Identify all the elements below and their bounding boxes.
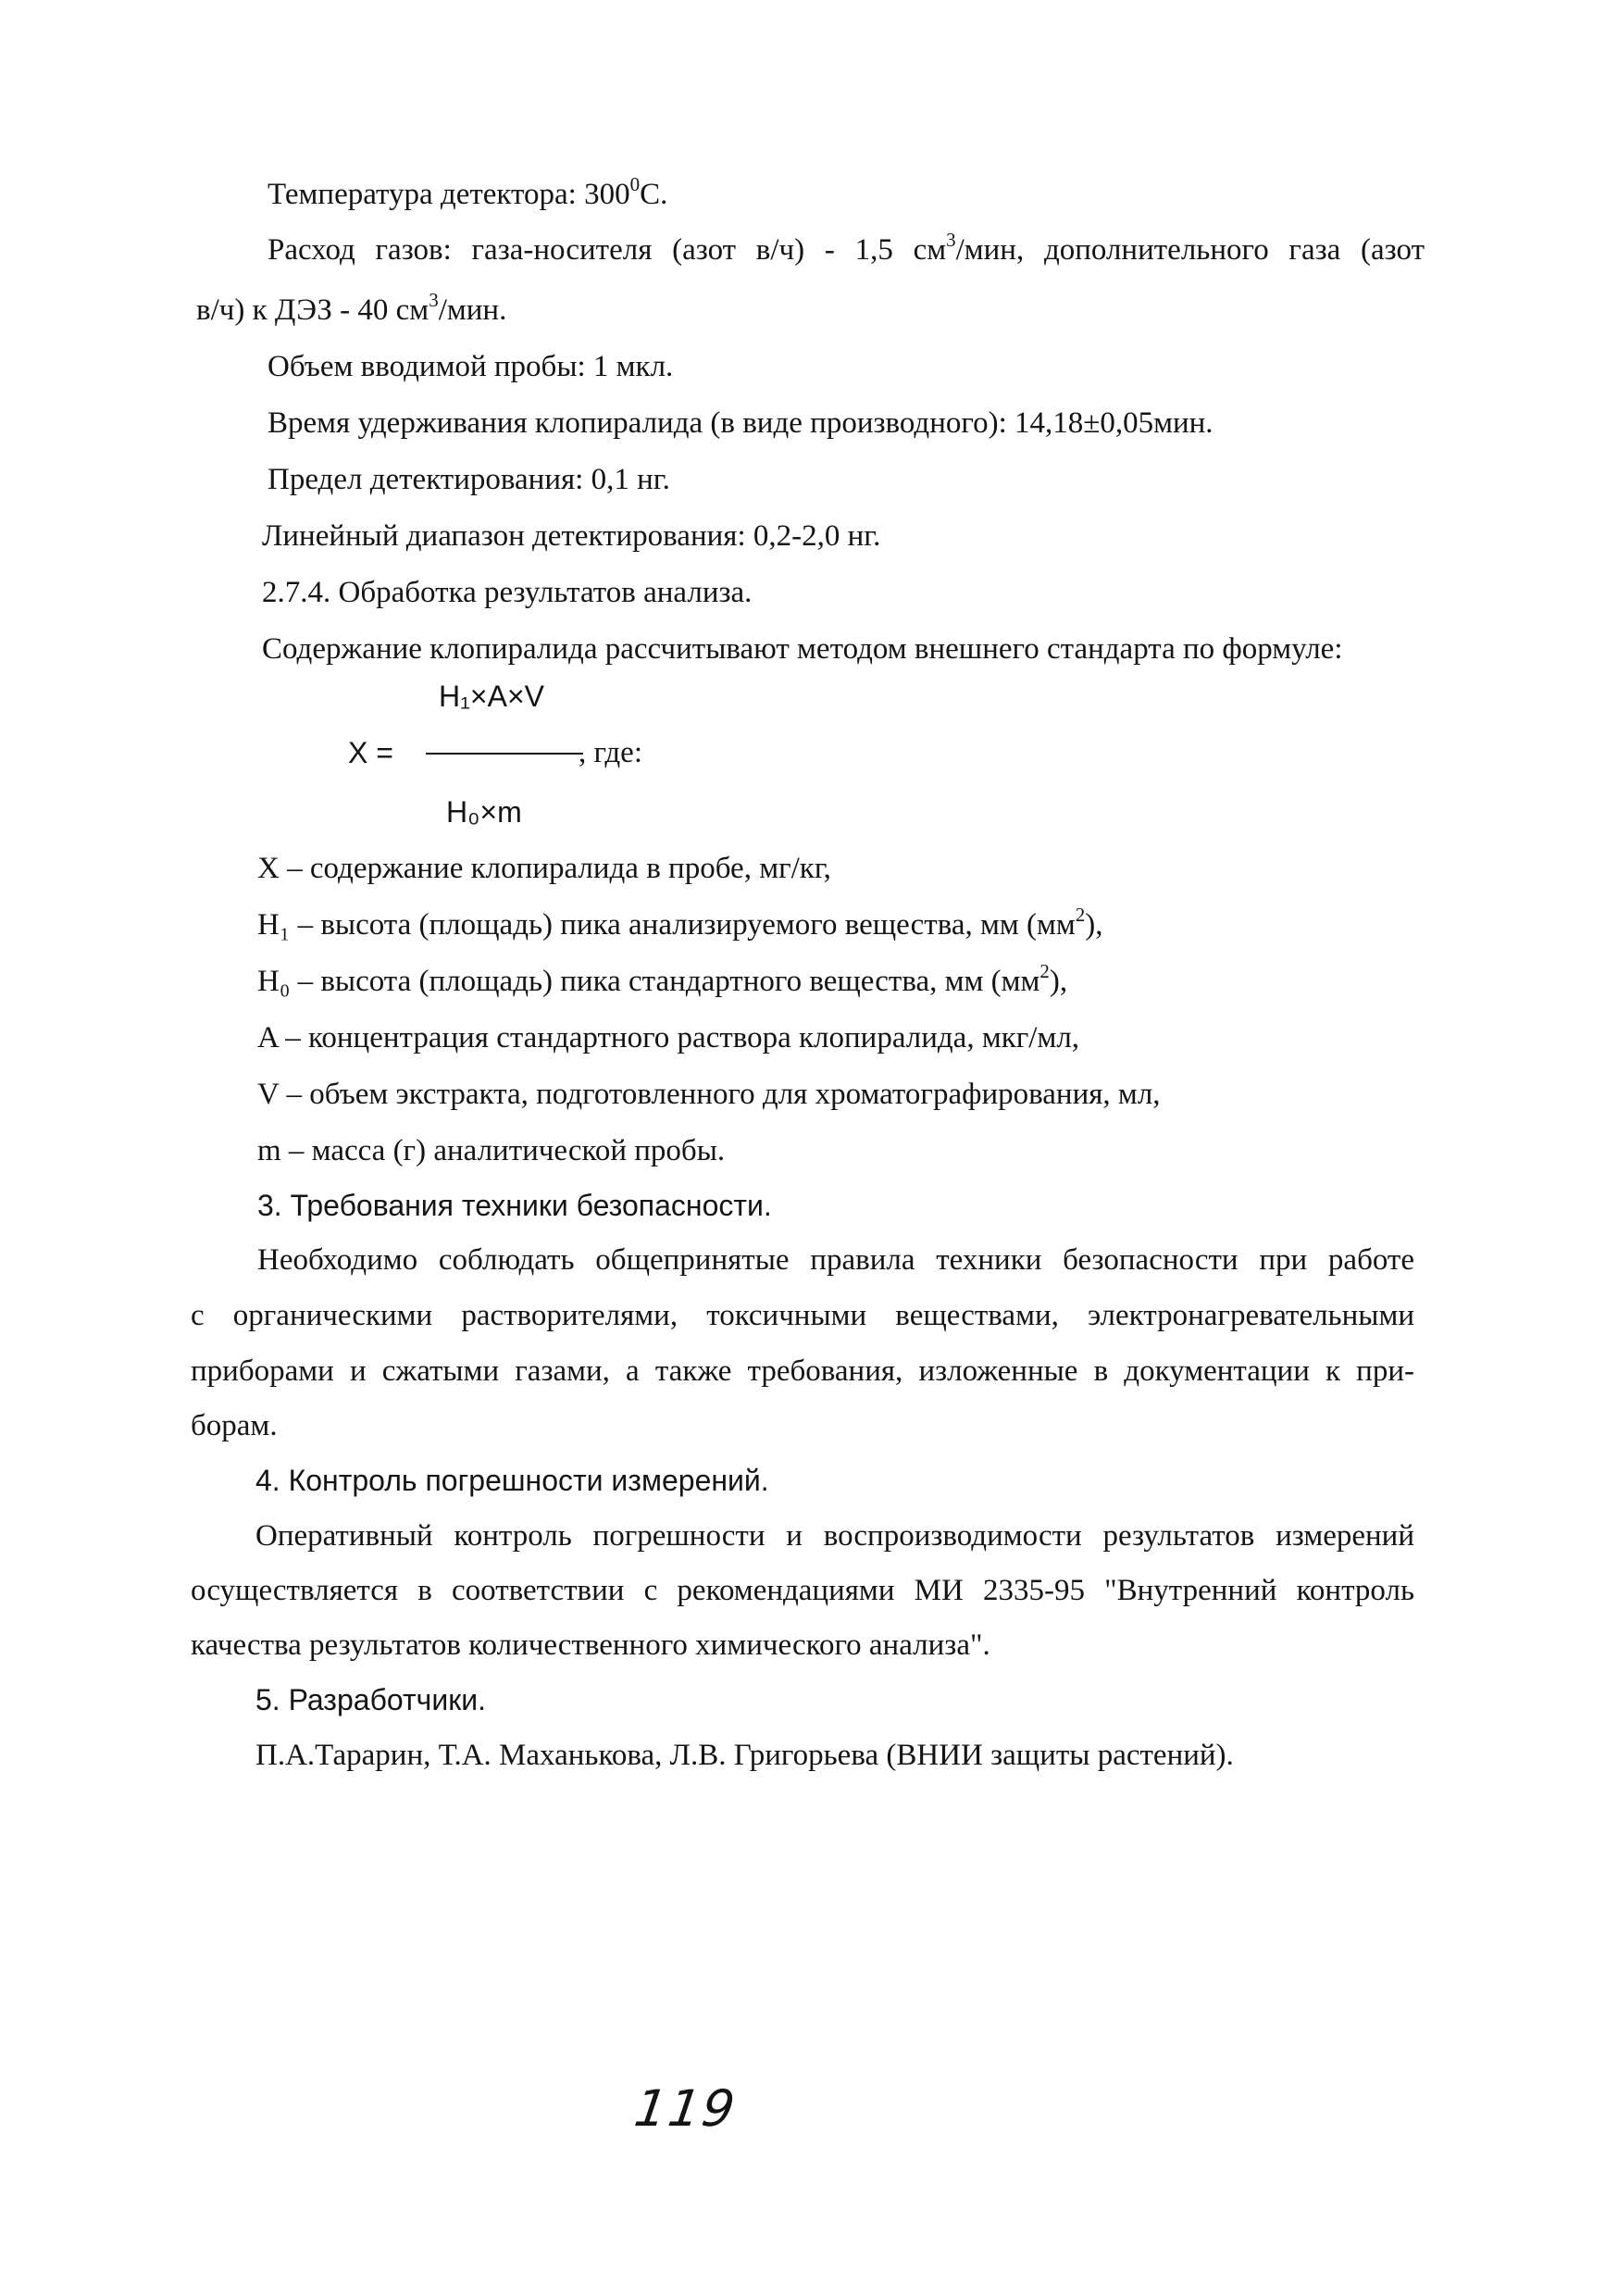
detector-temperature: Температура детектора: $300^0С$. bbox=[268, 173, 668, 211]
retention-time: Время удерживания клопиралида (в виде производного): 14,18±0,05мин. bbox=[268, 406, 1214, 440]
fraction-bar bbox=[426, 753, 583, 755]
gas-flow-line-1: Расход газов: газа-носителя (азот в/ч) - 1,5 $см^3$/мин, дополнительного газа (азот bbox=[268, 229, 1425, 267]
definition-a: A – концентрация стандартного раствора клопиралида, мкг/мл, bbox=[257, 1021, 1080, 1054]
safety-line-3: приборами и сжатыми газами, а также требования, изложенные в документации к при- bbox=[191, 1354, 1414, 1388]
safety-line-2: с органическими растворителями, токсичными веществами, электронагревательными bbox=[191, 1299, 1414, 1332]
formula-lhs: X = bbox=[348, 736, 393, 769]
gas-flow-line-2: в/ч) к ДЭЗ - 40 $см^3$/мин. bbox=[196, 289, 507, 327]
definition-m: m – масса (г) аналитической пробы. bbox=[257, 1134, 726, 1167]
definition-h0: H₀ – высота (площадь) пика стандартного вещества, мм $(мм^2)$, bbox=[257, 960, 1068, 998]
definition-h1: H₁ – высота (площадь) пика анализируемого вещества, мм $(мм^2)$, bbox=[257, 904, 1103, 942]
control-line-3: качества результатов количественного химического анализа". bbox=[191, 1628, 990, 1662]
safety-line-1: Необходимо соблюдать общепринятые правила техники безопасности при работе bbox=[257, 1243, 1414, 1277]
control-line-2: осуществляется в соответствии с рекомендациями МИ 2335-95 "Внутренний контроль bbox=[191, 1574, 1414, 1607]
formula-where: , где: bbox=[579, 736, 642, 769]
formula-denominator: H₀×m bbox=[446, 795, 522, 829]
safety-heading: 3. Требования техники безопасности. bbox=[257, 1189, 772, 1222]
control-heading: 4. Контроль погрешности измерений. bbox=[255, 1464, 769, 1497]
control-line-1: Оперативный контроль погрешности и воспроизводимости результатов измерений bbox=[255, 1519, 1414, 1553]
processing-heading: 2.7.4. Обработка результатов анализа. bbox=[262, 576, 753, 609]
developers-heading: 5. Разработчики. bbox=[255, 1683, 486, 1716]
injection-volume: Объем вводимой пробы: 1 мкл. bbox=[268, 350, 674, 383]
developers-names: П.А.Тарарин, Т.А. Маханькова, Л.В. Григорьева (ВНИИ защиты растений). bbox=[255, 1739, 1234, 1772]
linear-range: Линейный диапазон детектирования: 0,2-2,0 нг. bbox=[262, 519, 881, 553]
formula-numerator: H₁×A×V bbox=[439, 680, 544, 713]
page-number: 119 bbox=[630, 2079, 741, 2138]
processing-intro: Содержание клопиралида рассчитывают методом внешнего стандарта по формуле: bbox=[262, 632, 1343, 666]
safety-line-4: борам. bbox=[191, 1409, 278, 1442]
detection-limit: Предел детектирования: 0,1 нг. bbox=[268, 463, 670, 496]
definition-x: X – содержание клопиралида в пробе, мг/кг, bbox=[257, 852, 831, 885]
definition-v: V – объем экстракта, подготовленного для хроматографирования, мл, bbox=[257, 1078, 1161, 1111]
